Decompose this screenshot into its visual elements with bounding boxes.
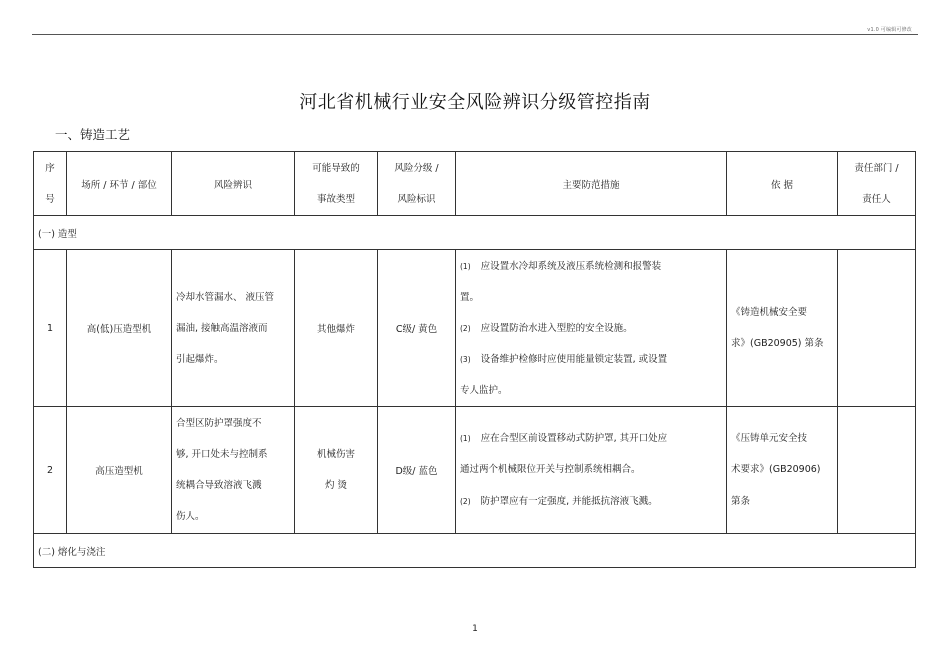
row-responsible	[838, 407, 916, 534]
page-number: 1	[472, 624, 478, 634]
row-accident-type: 其他爆炸	[295, 250, 378, 407]
measure-line: 置。	[460, 291, 480, 303]
row-location: 高(低)压造型机	[67, 250, 172, 407]
row-measures	[456, 250, 727, 407]
header-accident-type: 可能导致的 事故类型	[295, 152, 378, 216]
header-basis: 依 据	[727, 152, 838, 216]
measure-line: (2) 防护罩应有一定强度, 并能抵抗溶液飞溅。	[460, 495, 658, 507]
group-row-molding	[34, 216, 916, 250]
row-responsible	[838, 250, 916, 407]
row-risk-level: C级/ 黄色	[378, 250, 456, 407]
header-risk-identification: 风险辨识	[172, 152, 295, 216]
row-risk-identification: 冷却水管漏水、 液压管 漏油, 接触高温溶液而 引起爆炸。	[172, 250, 295, 407]
row-basis: 《压铸单元安全技 术要求》(GB20906) 第条	[727, 407, 838, 534]
header-seq: 序 号	[34, 152, 67, 216]
measure-line: 专人监护。	[460, 384, 508, 396]
header-divider	[32, 34, 918, 35]
table-header-row	[34, 152, 916, 216]
row-basis: 《铸造机械安全要 求》(GB20905) 第条	[727, 250, 838, 407]
header-responsible: 责任部门 / 责任人	[838, 152, 916, 216]
section-heading: 一、铸造工艺	[55, 127, 131, 142]
row-seq: 1	[34, 250, 67, 407]
table-row	[34, 250, 916, 407]
group-row-melting	[34, 534, 916, 568]
row-location: 高压造型机	[67, 407, 172, 534]
measure-line: (2) 应设置防治水进入型腔的安全设施。	[460, 322, 633, 334]
group-label: (二) 熔化与浇注	[34, 534, 916, 568]
row-risk-level: D级/ 蓝色	[378, 407, 456, 534]
row-measures	[456, 407, 727, 534]
measure-line: (1) 应在合型区前设置移动式防护罩, 其开口处应	[460, 432, 668, 444]
group-label: (一) 造型	[34, 216, 916, 250]
document-title: 河北省机械行业安全风险辨识分级管控指南	[299, 92, 651, 113]
row-risk-identification: 合型区防护罩强度不 够, 开口处未与控制系 统耦合导致溶液飞溅 伤人。	[172, 407, 295, 534]
risk-table	[33, 151, 916, 568]
table-row	[34, 407, 916, 534]
measure-line: (3) 设备维护检修时应使用能量锁定装置, 或设置	[460, 353, 668, 365]
row-accident-type: 机械伤害 灼 烫	[295, 407, 378, 534]
header-risk-level: 风险分级 / 风险标识	[378, 152, 456, 216]
measure-line: 通过两个机械限位开关与控制系统相耦合。	[460, 464, 641, 476]
header-location: 场所 / 环节 / 部位	[67, 152, 172, 216]
measure-line: (1) 应设置水冷却系统及液压系统检测和报警装	[460, 260, 662, 272]
version-note: v1.0 可编辑可修改	[867, 27, 912, 33]
row-seq: 2	[34, 407, 67, 534]
header-measures: 主要防范措施	[456, 152, 727, 216]
